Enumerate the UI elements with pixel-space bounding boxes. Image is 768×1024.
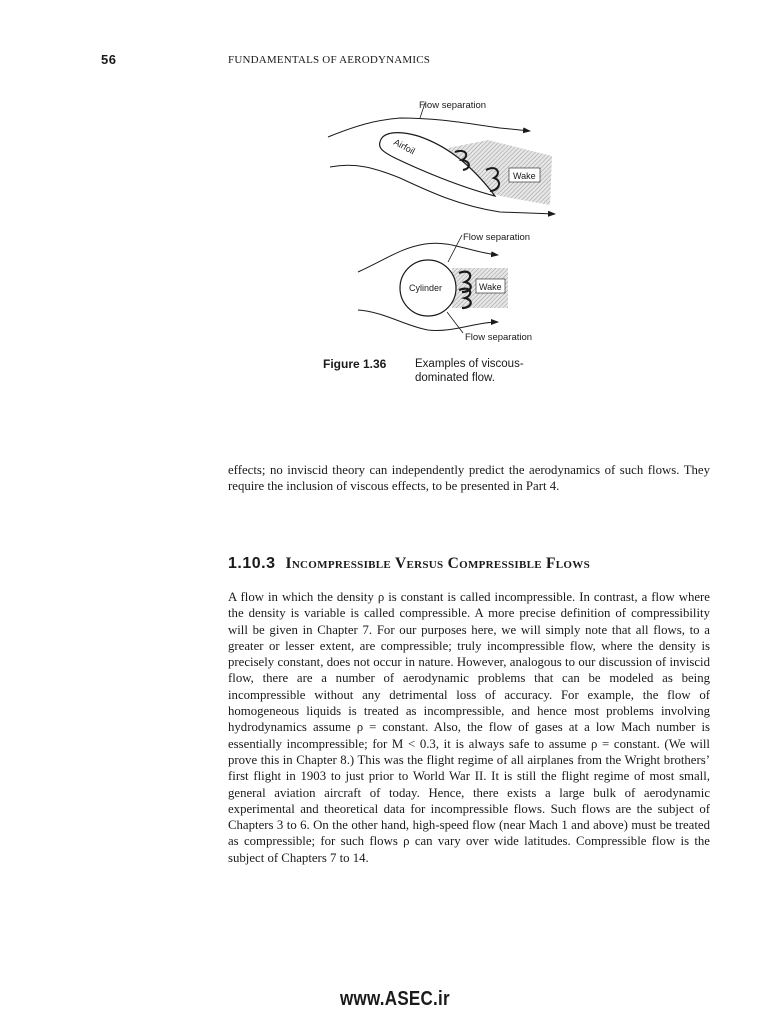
- paragraph-body: A flow in which the density ρ is constant is called incompressible. In contrast, a flow where the density is variable is called compressible. A more precise definition of compressibility will be given in Chapter 7. For our purposes here, we will simply note that all flows, to a greater or lesser extent, are compressible; truly incompressible flow, where the density is precisely constant, does not occur in nature. However, analogous to our discussion of inviscid flow, there are a number of aerodynamic problems that can be modeled as being incompressible without any detrimental loss of accuracy. For example, the flow of homogeneous liquids is treated as incompressible, and hence most problems involving hydrodynamics assume ρ = constant. Also, the flow of gases at a low Mach number is essentially incompressible; for M < 0.3, it is always safe to assume ρ = constant. (We will prove this in Chapter 8.) This was the flight regime of all airplanes from the Wright brothers’ first flight in 1903 to just prior to World War II. It is still the flight regime of most small, general aviation aircraft of today. Hence, there exists a large bulk of aerodynamic experimental and theoretical data for incompressible flows. Such flows are the subject of Chapters 3 to 6. On the other hand, high-speed flow (near Mach 1 and above) must be treated as compressible; for such flows ρ can vary over wide latitudes. Compressible flow is the subject of Chapters 7 to 14.: [228, 590, 710, 865]
- paragraph-continuation: effects; no inviscid theory can independently predict the aerodynamics of such flows. They require the inclusion of viscous effects, to be presented in Part 4.: [228, 463, 710, 494]
- figure-number: Figure 1.36: [323, 357, 387, 371]
- airfoil-streamline-top: [328, 118, 530, 137]
- cylinder-separation-bottom-label: Flow separation: [465, 332, 533, 343]
- running-head: FUNDAMENTALS OF AERODYNAMICS: [228, 54, 431, 66]
- section-number: 1.10.3: [228, 555, 276, 572]
- footer-url: www.ASEC.ir: [340, 988, 450, 1010]
- cylinder-separation-top-label: Flow separation: [463, 232, 531, 243]
- airfoil-separation-label: Flow separation: [419, 100, 487, 111]
- cylinder-separation-top-leader: [448, 235, 462, 262]
- section-heading: [228, 555, 590, 573]
- section-title: Incompressible Versus Compressible Flows: [285, 555, 591, 572]
- airfoil-label: Airfoil: [392, 136, 417, 157]
- cylinder-wake-label: Wake: [479, 282, 502, 292]
- page-number: 56: [101, 52, 117, 67]
- figure-caption: Examples of viscous-dominated flow.: [415, 358, 524, 384]
- figure-viscous-flow-diagram: [320, 92, 570, 352]
- cylinder-label: Cylinder: [409, 283, 443, 293]
- airfoil-wake-label: Wake: [513, 171, 536, 181]
